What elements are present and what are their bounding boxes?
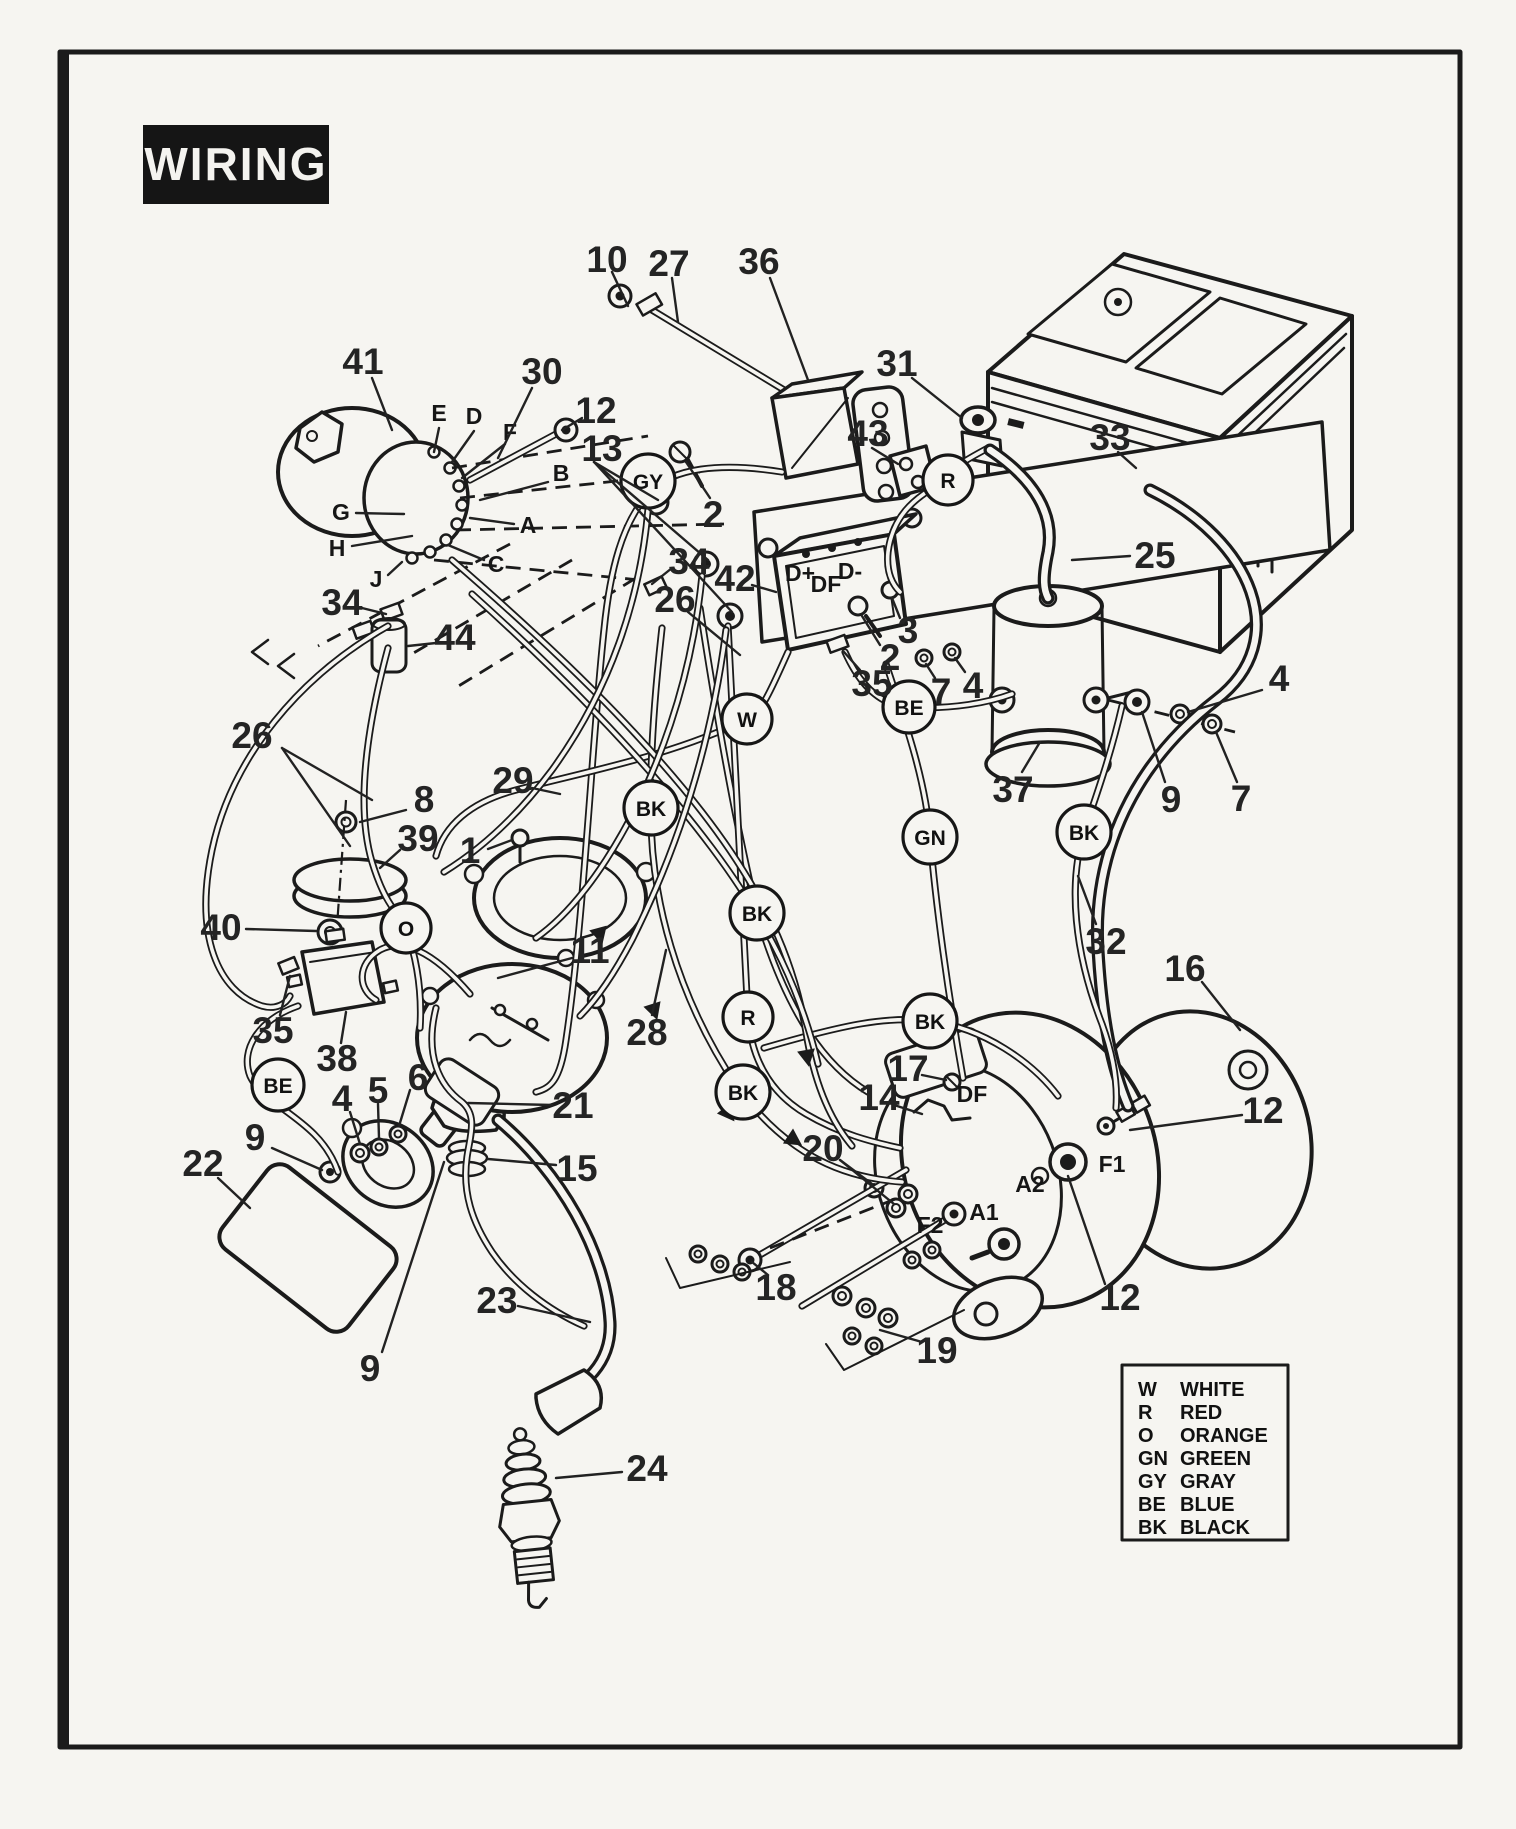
terminal-label-j: J — [369, 566, 383, 592]
callout-29: 29 — [492, 760, 534, 801]
spark-plug-icon — [490, 1425, 568, 1610]
callout-2b: 2 — [879, 637, 901, 678]
terminal-label-a: A — [519, 512, 537, 538]
callout-14: 14 — [858, 1077, 900, 1118]
callout-4r: 4 — [1268, 658, 1290, 699]
legend-name-green: GREEN — [1180, 1448, 1252, 1470]
wire-label-bk-32 — [1057, 805, 1111, 859]
callout-3: 3 — [897, 610, 919, 651]
callout-6: 6 — [407, 1057, 429, 1098]
callout-2: 2 — [702, 494, 724, 535]
callout-1: 1 — [459, 830, 481, 871]
wire-label-be-left — [252, 1059, 304, 1111]
page-title: WIRING — [144, 138, 328, 190]
legend-name-blue: BLUE — [1180, 1494, 1235, 1516]
callout-40: 40 — [200, 907, 242, 948]
callout-43: 43 — [847, 413, 889, 454]
callout-36: 36 — [738, 241, 780, 282]
callout-16: 16 — [1164, 948, 1206, 989]
washer-4b — [949, 649, 956, 656]
legend-code-be: BE — [1138, 1494, 1166, 1516]
callout-19: 19 — [916, 1330, 958, 1371]
callout-7r: 7 — [1230, 778, 1252, 819]
callout-38: 38 — [316, 1038, 358, 1079]
terminal-label-f: F — [502, 419, 518, 445]
legend-code-bk: BK — [1138, 1517, 1167, 1539]
connector-35l — [278, 957, 298, 974]
wire-label-gn — [903, 810, 957, 864]
wire-label-w — [722, 694, 772, 744]
wire-label-r-top — [923, 455, 973, 505]
legend-code-w: W — [1138, 1379, 1157, 1401]
wire-label-bk-left — [624, 781, 678, 835]
callout-41: 41 — [342, 341, 384, 382]
washer-5 — [376, 1144, 383, 1151]
chevron-mark — [252, 640, 268, 664]
svg-text:R: R — [740, 1007, 756, 1030]
terminal-label-a2: A2 — [1015, 1171, 1045, 1197]
callout-35b: 35 — [851, 663, 893, 704]
svg-text:BE: BE — [263, 1075, 293, 1098]
terminal-label-a1: A1 — [969, 1199, 999, 1225]
spark-plug-boot — [536, 1370, 601, 1434]
terminal-label-c: C — [487, 551, 505, 577]
wire-label-bk-low — [716, 1065, 770, 1119]
callout-37: 37 — [992, 769, 1034, 810]
callout-12r: 12 — [1242, 1090, 1284, 1131]
callout-4b: 4 — [962, 665, 984, 706]
chevron-mark — [278, 654, 294, 678]
callout-30: 30 — [521, 351, 563, 392]
callout-35l: 35 — [252, 1010, 294, 1051]
callout-17: 17 — [887, 1048, 929, 1089]
callout-7b: 7 — [930, 671, 952, 712]
terminal-label-dplus: D+ — [784, 560, 816, 586]
terminal-label-d: D — [465, 403, 483, 429]
terminal-label-g: G — [332, 499, 350, 525]
legend-name-white: WHITE — [1180, 1379, 1245, 1401]
callout-8: 8 — [413, 779, 435, 820]
nut-6 — [395, 1131, 402, 1138]
wire-label-bk-mid — [730, 886, 784, 940]
callout-26r: 26 — [654, 579, 696, 620]
callout-42: 42 — [714, 558, 756, 599]
legend-name-black: BLACK — [1180, 1517, 1250, 1539]
callout-4l: 4 — [331, 1078, 353, 1119]
terminal-label-f2: F2 — [916, 1212, 944, 1238]
callout-18: 18 — [755, 1267, 797, 1308]
callout-5: 5 — [367, 1070, 389, 1111]
svg-text:W: W — [737, 709, 757, 732]
svg-text:R: R — [940, 470, 956, 493]
callout-20: 20 — [802, 1128, 844, 1169]
callout-9l: 9 — [244, 1117, 266, 1158]
terminal-label-dminus: D- — [837, 558, 863, 584]
callout-34r: 34 — [668, 541, 710, 582]
svg-text:BK: BK — [1068, 822, 1100, 845]
micro-switch-38 — [287, 929, 398, 1014]
svg-text:GY: GY — [632, 471, 664, 494]
legend-code-r: R — [1138, 1402, 1153, 1424]
callout-22: 22 — [182, 1143, 224, 1184]
washer-f2 — [904, 1190, 912, 1198]
terminal-label-df-reg: DF — [810, 571, 842, 597]
wire-label-o — [381, 903, 431, 953]
svg-text:BK: BK — [914, 1011, 946, 1034]
key-switch-face — [364, 442, 468, 554]
svg-text:O: O — [397, 918, 415, 941]
callout-28: 28 — [626, 1012, 668, 1053]
title-block — [143, 125, 329, 204]
svg-text:BK: BK — [635, 798, 667, 821]
callout-33: 33 — [1089, 417, 1131, 458]
callout-24: 24 — [626, 1448, 668, 1489]
callout-13: 13 — [581, 428, 623, 469]
callout-44: 44 — [434, 617, 476, 658]
terminal-label-h: H — [328, 535, 346, 561]
legend-code-gn: GN — [1138, 1448, 1168, 1470]
terminal-label-f1: F1 — [1098, 1151, 1126, 1177]
washer-4l — [356, 1149, 364, 1157]
key — [296, 412, 342, 462]
svg-text:GN: GN — [914, 827, 946, 850]
legend-name-red: RED — [1180, 1402, 1223, 1424]
callout-12b: 12 — [1099, 1277, 1141, 1318]
callout-32: 32 — [1085, 921, 1127, 962]
legend-name-orange: ORANGE — [1180, 1425, 1268, 1447]
callout-27: 27 — [648, 243, 690, 284]
callout-39: 39 — [397, 818, 439, 859]
callout-23: 23 — [476, 1280, 518, 1321]
ignition-coil-assembly — [213, 1081, 610, 1610]
callout-26l: 26 — [231, 715, 273, 756]
callout-12: 12 — [575, 390, 617, 431]
callout-9r: 9 — [1160, 779, 1182, 820]
wire-label-bk-f1 — [903, 994, 957, 1048]
washer-7b — [921, 655, 928, 662]
terminal-label-e: E — [431, 400, 447, 426]
wire-label-r-mid — [723, 992, 773, 1042]
color-code-legend — [1122, 1365, 1288, 1540]
legend-code-o: O — [1138, 1425, 1154, 1447]
svg-text:BE: BE — [894, 697, 924, 720]
callout-31: 31 — [876, 343, 918, 384]
callout-9b: 9 — [359, 1348, 381, 1389]
svg-text:BK: BK — [741, 903, 773, 926]
svg-text:BK: BK — [727, 1082, 759, 1105]
terminal-label-b: B — [552, 460, 570, 486]
nut-7r — [1208, 720, 1216, 728]
callout-15: 15 — [556, 1148, 598, 1189]
callout-21: 21 — [552, 1085, 594, 1126]
legend-code-gy: GY — [1138, 1471, 1167, 1493]
terminal-label-df-gen: DF — [956, 1081, 988, 1107]
callout-11: 11 — [570, 930, 610, 971]
legend-name-gray: GRAY — [1180, 1471, 1236, 1493]
callout-10: 10 — [586, 239, 628, 280]
callout-34l: 34 — [321, 582, 363, 623]
callout-25: 25 — [1134, 535, 1176, 576]
washer-4r — [1176, 710, 1184, 718]
